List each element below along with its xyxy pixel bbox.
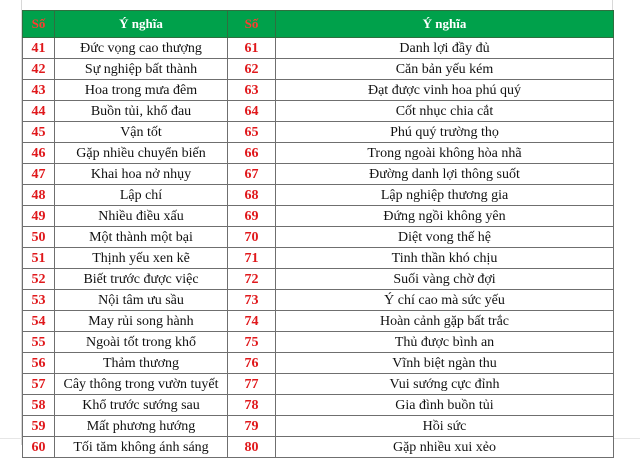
meaning-cell[interactable]: Gia đình buồn tủi [276, 395, 614, 416]
number-cell[interactable]: 49 [23, 206, 55, 227]
number-cell[interactable]: 71 [228, 248, 276, 269]
number-cell[interactable]: 80 [228, 437, 276, 458]
header-meaning-left[interactable]: Ý nghĩa [55, 11, 228, 38]
meaning-cell[interactable]: Khai hoa nở nhụy [55, 164, 228, 185]
number-cell[interactable]: 70 [228, 227, 276, 248]
table-row [23, 437, 614, 458]
number-cell[interactable]: 51 [23, 248, 55, 269]
number-cell[interactable]: 66 [228, 143, 276, 164]
number-cell[interactable]: 68 [228, 185, 276, 206]
meaning-cell[interactable]: Thịnh yếu xen kẽ [55, 248, 228, 269]
number-cell[interactable]: 61 [228, 38, 276, 59]
number-cell[interactable]: 47 [23, 164, 55, 185]
number-cell[interactable]: 46 [23, 143, 55, 164]
number-cell[interactable]: 58 [23, 395, 55, 416]
meaning-cell[interactable]: Một thành một bại [55, 227, 228, 248]
meaning-cell[interactable]: Vĩnh biệt ngàn thu [276, 353, 614, 374]
number-cell[interactable]: 52 [23, 269, 55, 290]
table-row [23, 143, 614, 164]
number-cell[interactable]: 73 [228, 290, 276, 311]
meaning-cell[interactable]: Gặp nhiều chuyển biến [55, 143, 228, 164]
table-row [23, 59, 614, 80]
meaning-cell[interactable]: Sự nghiệp bất thành [55, 59, 228, 80]
meaning-cell[interactable]: Diệt vong thế hệ [276, 227, 614, 248]
meaning-cell[interactable]: Đạt được vinh hoa phú quý [276, 80, 614, 101]
table-row [23, 248, 614, 269]
number-cell[interactable]: 79 [228, 416, 276, 437]
meaning-cell[interactable]: Căn bản yếu kém [276, 59, 614, 80]
table-row [23, 290, 614, 311]
meaning-cell[interactable]: Ngoài tốt trong khổ [55, 332, 228, 353]
table-row [23, 122, 614, 143]
meaning-cell[interactable]: Thủ được bình an [276, 332, 614, 353]
meaning-cell[interactable]: Vui sướng cực đỉnh [276, 374, 614, 395]
table-row [23, 374, 614, 395]
number-cell[interactable]: 76 [228, 353, 276, 374]
table-body [23, 38, 614, 458]
number-cell[interactable]: 54 [23, 311, 55, 332]
meaning-cell[interactable]: Ý chí cao mà sức yếu [276, 290, 614, 311]
number-cell[interactable]: 60 [23, 437, 55, 458]
meaning-cell[interactable]: Tối tăm không ánh sáng [55, 437, 228, 458]
table-row [23, 80, 614, 101]
header-meaning-right[interactable]: Ý nghĩa [276, 11, 614, 38]
meaning-cell[interactable]: May rủi song hành [55, 311, 228, 332]
number-cell[interactable]: 43 [23, 80, 55, 101]
meaning-cell[interactable]: Khổ trước sướng sau [55, 395, 228, 416]
meaning-cell[interactable]: Nội tâm ưu sầu [55, 290, 228, 311]
table-row [23, 164, 614, 185]
meaning-cell[interactable]: Vận tốt [55, 122, 228, 143]
meaning-cell[interactable]: Lập chí [55, 185, 228, 206]
table-row [23, 416, 614, 437]
meaning-cell[interactable]: Suối vàng chờ đợi [276, 269, 614, 290]
meaning-cell[interactable]: Gặp nhiều xui xẻo [276, 437, 614, 458]
number-cell[interactable]: 62 [228, 59, 276, 80]
meaning-cell[interactable]: Hoàn cảnh gặp bất trắc [276, 311, 614, 332]
number-cell[interactable]: 53 [23, 290, 55, 311]
table-row [23, 311, 614, 332]
number-cell[interactable]: 45 [23, 122, 55, 143]
meaning-cell[interactable]: Đức vọng cao thượng [55, 38, 228, 59]
number-cell[interactable]: 77 [228, 374, 276, 395]
number-cell[interactable]: 41 [23, 38, 55, 59]
table-row [23, 353, 614, 374]
number-cell[interactable]: 63 [228, 80, 276, 101]
meaning-cell[interactable]: Biết trước được việc [55, 269, 228, 290]
table-row [23, 38, 614, 59]
header-number-right[interactable]: Số [228, 11, 276, 38]
meaning-table [22, 10, 614, 458]
number-cell[interactable]: 56 [23, 353, 55, 374]
meaning-cell[interactable]: Phú quý trường thọ [276, 122, 614, 143]
number-cell[interactable]: 50 [23, 227, 55, 248]
meaning-cell[interactable]: Nhiều điều xấu [55, 206, 228, 227]
meaning-cell[interactable]: Thảm thương [55, 353, 228, 374]
meaning-cell[interactable]: Lập nghiệp thương gia [276, 185, 614, 206]
number-cell[interactable]: 64 [228, 101, 276, 122]
number-cell[interactable]: 78 [228, 395, 276, 416]
number-cell[interactable]: 48 [23, 185, 55, 206]
meaning-cell[interactable]: Buồn tủi, khổ đau [55, 101, 228, 122]
number-cell[interactable]: 42 [23, 59, 55, 80]
number-cell[interactable]: 75 [228, 332, 276, 353]
number-cell[interactable]: 44 [23, 101, 55, 122]
table-row [23, 395, 614, 416]
table-row [23, 185, 614, 206]
table-row [23, 206, 614, 227]
number-cell[interactable]: 59 [23, 416, 55, 437]
table-row [23, 332, 614, 353]
meaning-cell[interactable]: Trong ngoài không hòa nhã [276, 143, 614, 164]
meaning-cell[interactable]: Danh lợi đầy đủ [276, 38, 614, 59]
meaning-cell[interactable]: Hồi sức [276, 416, 614, 437]
meaning-cell[interactable]: Cốt nhục chia cắt [276, 101, 614, 122]
meaning-cell[interactable]: Đứng ngồi không yên [276, 206, 614, 227]
meaning-cell[interactable]: Cây thông trong vườn tuyết [55, 374, 228, 395]
number-cell[interactable]: 72 [228, 269, 276, 290]
meaning-cell[interactable]: Đường danh lợi thông suốt [276, 164, 614, 185]
table-row [23, 269, 614, 290]
meaning-cell[interactable]: Hoa trong mưa đêm [55, 80, 228, 101]
number-cell[interactable]: 57 [23, 374, 55, 395]
table-row [23, 227, 614, 248]
table-header-row [23, 11, 614, 38]
header-number-left[interactable]: Số [23, 11, 55, 38]
meaning-cell[interactable]: Mất phương hướng [55, 416, 228, 437]
table-row [23, 101, 614, 122]
number-cell[interactable]: 55 [23, 332, 55, 353]
number-cell[interactable]: 67 [228, 164, 276, 185]
number-cell[interactable]: 65 [228, 122, 276, 143]
number-cell[interactable]: 69 [228, 206, 276, 227]
meaning-cell[interactable]: Tinh thần khó chịu [276, 248, 614, 269]
number-cell[interactable]: 74 [228, 311, 276, 332]
